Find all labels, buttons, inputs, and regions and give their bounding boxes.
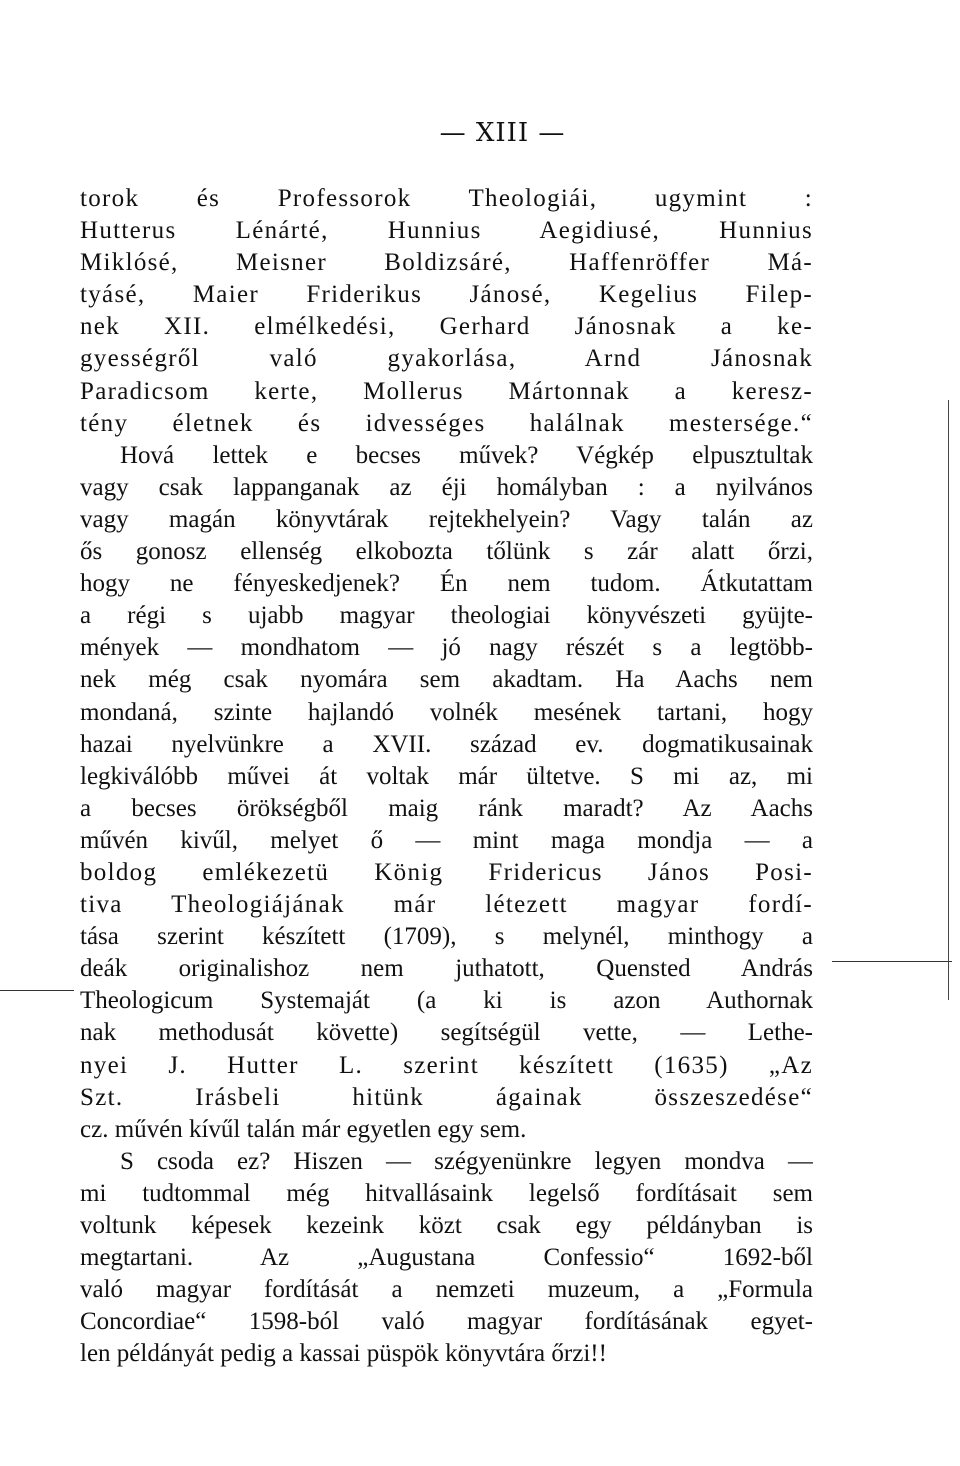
margin-rule-left <box>0 990 74 991</box>
text-line: deák originalishoz nem juthatott, Quensted András <box>80 955 813 983</box>
text-line: tiva Theologiájának már létezett magyar fordí- <box>80 891 813 919</box>
text-line: gyességről való gyakorlása, Arnd Jánosnak <box>80 345 813 373</box>
text-line: boldog emlékezetü König Fridericus János Posi- <box>80 858 813 886</box>
text-line: Paradicsom kerte, Mollerus Mártonnak a keresz- <box>80 377 813 405</box>
text-line: Hová lettek e becses művek? Végkép elpusztultak <box>120 441 813 469</box>
text-line: való magyar fordítását a nemzeti muzeum, a „Formula <box>80 1276 813 1304</box>
text-line: len példányát pedig a kassai püspök könyvtára őrzi!! <box>80 1340 607 1368</box>
text-line: Hutterus Lénárté, Hunnius Aegidiusé, Hunnius <box>80 217 813 245</box>
text-line: megtartani. Az „Augustana Confessio“ 1692-ből <box>80 1244 813 1272</box>
text-line: művén kivűl, melyet ő — mint maga mondja — a <box>80 826 813 854</box>
text-line: torok és Professorok Theologiái, ugymint : <box>80 185 813 212</box>
text-line: Concordiae“ 1598-ból való magyar fordításának egyet- <box>80 1308 813 1336</box>
text-line: tény életnek és idvességes halálnak mestersége.“ <box>80 409 813 437</box>
text-line: hazai nyelvünkre a XVII. század ev. dogmatikusainak <box>80 730 813 758</box>
text-line: legkiválóbb művei át voltak már ültetve. S mi az, mi <box>80 762 813 790</box>
text-line: mények — mondhatom — jó nagy részét s a legtöbb- <box>80 634 813 662</box>
text-line: tyásé, Maier Friderikus Jánosé, Kegelius Filep- <box>80 281 813 309</box>
text-line: voltunk képesek kezeink közt csak egy példányban is <box>80 1212 813 1239</box>
text-line: vagy magán könyvtárak rejtekhelyein? Vagy talán az <box>80 505 813 533</box>
text-line: a becses örökségből maig ránk maradt? Az Aachs <box>80 794 813 822</box>
text-line: Szt. Irásbeli hitünk ágainak összeszedése“ <box>80 1083 813 1111</box>
text-line: vagy csak lappanganak az éji homályban : a nyilvános <box>80 473 813 501</box>
margin-rule-edge <box>948 400 949 1000</box>
text-line: nek XII. elmélkedési, Gerhard Jánosnak a ke- <box>80 313 813 341</box>
text-line: nak methodusát követte) segítségül vette, — Lethe- <box>80 1019 813 1047</box>
text-line: a régi s ujabb magyar theologiai könyvészeti gyüjte- <box>80 602 813 630</box>
text-line: mondaná, szinte hajlandó volnék mesének tartani, hogy <box>80 698 813 726</box>
text-line: nek még csak nyomára sem akadtam. Ha Aachs nem <box>80 666 813 694</box>
text-line: mi tudtommal még hitvallásaink legelső fordításait sem <box>80 1179 813 1207</box>
text-line: Theologicum Systemaját (a ki is azon Authornak <box>80 987 813 1015</box>
text-line: nyei J. Hutter L. szerint készített (1635) „Az <box>80 1051 813 1079</box>
text-line: ős gonosz ellenség elkobozta tőlünk s zár alatt őrzi, <box>80 538 813 566</box>
page-number: — XIII — <box>439 118 566 148</box>
text-line: cz. művén kívűl talán már egyetlen egy sem. <box>80 1115 527 1143</box>
body-text <box>80 183 813 1370</box>
text-line: S csoda ez? Hiszen — szégyenünkre legyen mondva — <box>120 1147 813 1175</box>
text-line: Miklósé, Meisner Boldizsáré, Haffenröffer Má- <box>80 249 813 277</box>
text-line: hogy ne fényeskedjenek? Én nem tudom. Átkutattam <box>80 570 813 598</box>
margin-rule-right <box>832 961 952 962</box>
text-line: tása szerint készített (1709), s melynél, minthogy a <box>80 923 813 951</box>
